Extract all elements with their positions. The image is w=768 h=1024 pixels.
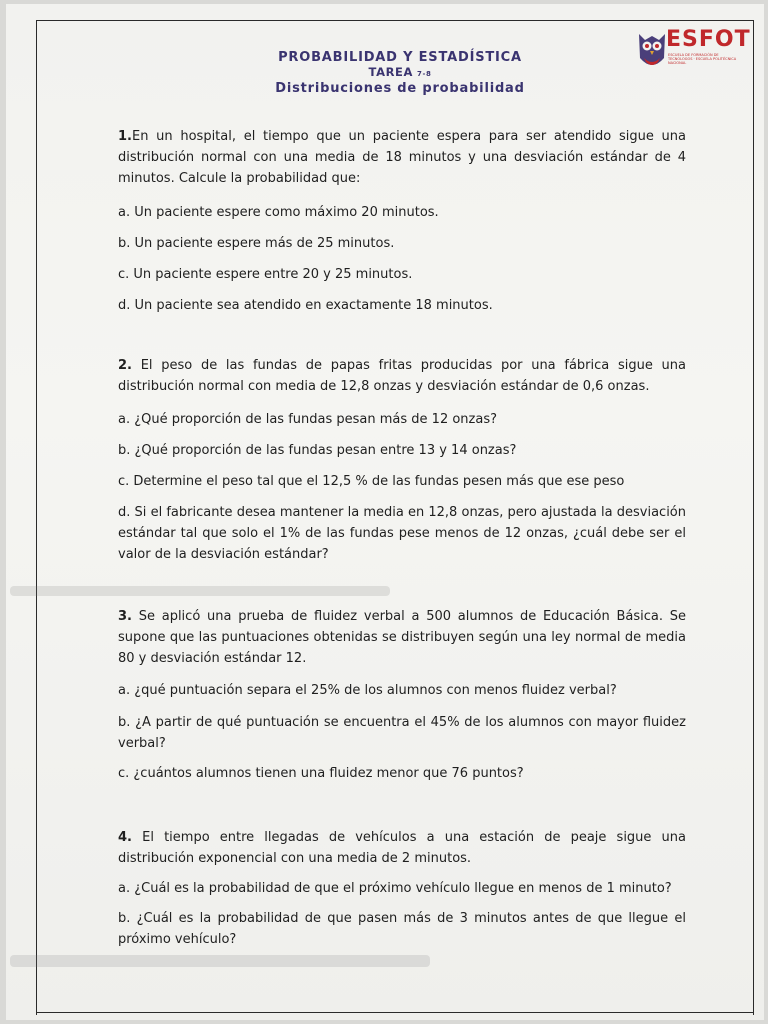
q2-item-c: c. Determine el peso tal que el 12,5 % de las fundas pesen más que ese peso — [118, 474, 625, 489]
q3-item-c: c. ¿cuántos alumnos tienen una fluidez menor que 76 puntos? — [118, 766, 524, 781]
q1-item-a: a. Un paciente espere como máximo 20 minutos. — [118, 205, 439, 220]
owl-icon — [636, 28, 668, 74]
question-2 — [118, 355, 686, 397]
question-3 — [118, 606, 686, 669]
logo-tagline: ESCUELA DE FORMACIÓN DE TECNÓLOGOS · ESCUELA POLITÉCNICA NACIONAL — [668, 53, 737, 65]
q2-item-d: d. Si el fabricante desea mantener la media en 12,8 onzas, pero ajustada la desviación estándar tal que solo el 1% de las fundas pese menos de 12 onzas, ¿cuál debe ser el valor de la desviación estándar? — [118, 505, 686, 562]
question-number: 1. — [118, 129, 132, 144]
q1-item-c: c. Un paciente espere entre 20 y 25 minutos. — [118, 267, 413, 282]
esfot-logo — [636, 27, 751, 74]
q3-item-a: a. ¿qué puntuación separa el 25% de los alumnos con menos fluidez verbal? — [118, 683, 617, 698]
document-header — [200, 50, 600, 97]
q1-item-b: b. Un paciente espere más de 25 minutos. — [118, 236, 395, 251]
question-text: En un hospital, el tiempo que un paciente espera para ser atendido sigue una distribución normal con una media de 18 minutos y una desviación estándar de 4 minutos. Calcule la probabilidad que: — [118, 129, 686, 186]
assignment-number: 7-8 — [417, 70, 432, 78]
question-4 — [118, 827, 686, 869]
question-text: El tiempo entre llegadas de vehículos a una estación de peaje sigue una distribución exponencial con una media de 2 minutos. — [118, 830, 686, 866]
q2-item-b: b. ¿Qué proporción de las fundas pesan entre 13 y 14 onzas? — [118, 443, 517, 458]
assignment-subtitle: Distribuciones de probabilidad — [275, 81, 525, 96]
logo-wordmark: ESFOT — [666, 27, 751, 52]
question-number: 4. — [118, 830, 132, 845]
page-border-bottom — [36, 1012, 754, 1013]
course-title: PROBABILIDAD Y ESTADÍSTICA — [278, 50, 522, 65]
q4-item-b: b. ¿Cuál es la probabilidad de que pasen más de 3 minutos antes de que llegue el próximo vehículo? — [118, 911, 686, 947]
assignment-label: TAREA 7-8 — [368, 65, 432, 79]
q3-item-b: b. ¿A partir de qué puntuación se encuentra el 45% de los alumnos con mayor fluidez verbal? — [118, 715, 686, 751]
q1-item-d: d. Un paciente sea atendido en exactamente 18 minutos. — [118, 298, 493, 313]
question-text: Se aplicó una prueba de fluidez verbal a 500 alumnos de Educación Básica. Se supone que las puntuaciones obtenidas se distribuyen según una ley normal de media 80 y desviación estándar 12. — [118, 609, 686, 666]
question-number: 2. — [118, 358, 132, 373]
question-1 — [118, 126, 686, 189]
question-text: El peso de las fundas de papas fritas producidas por una fábrica sigue una distribución normal con media de 12,8 onzas y desviación estándar de 0,6 onzas. — [118, 358, 686, 394]
question-number: 3. — [118, 609, 132, 624]
smudge — [10, 955, 430, 967]
smudge — [10, 586, 390, 596]
q2-item-a: a. ¿Qué proporción de las fundas pesan más de 12 onzas? — [118, 412, 497, 427]
q4-item-a: a. ¿Cuál es la probabilidad de que el próximo vehículo llegue en menos de 1 minuto? — [118, 881, 672, 896]
